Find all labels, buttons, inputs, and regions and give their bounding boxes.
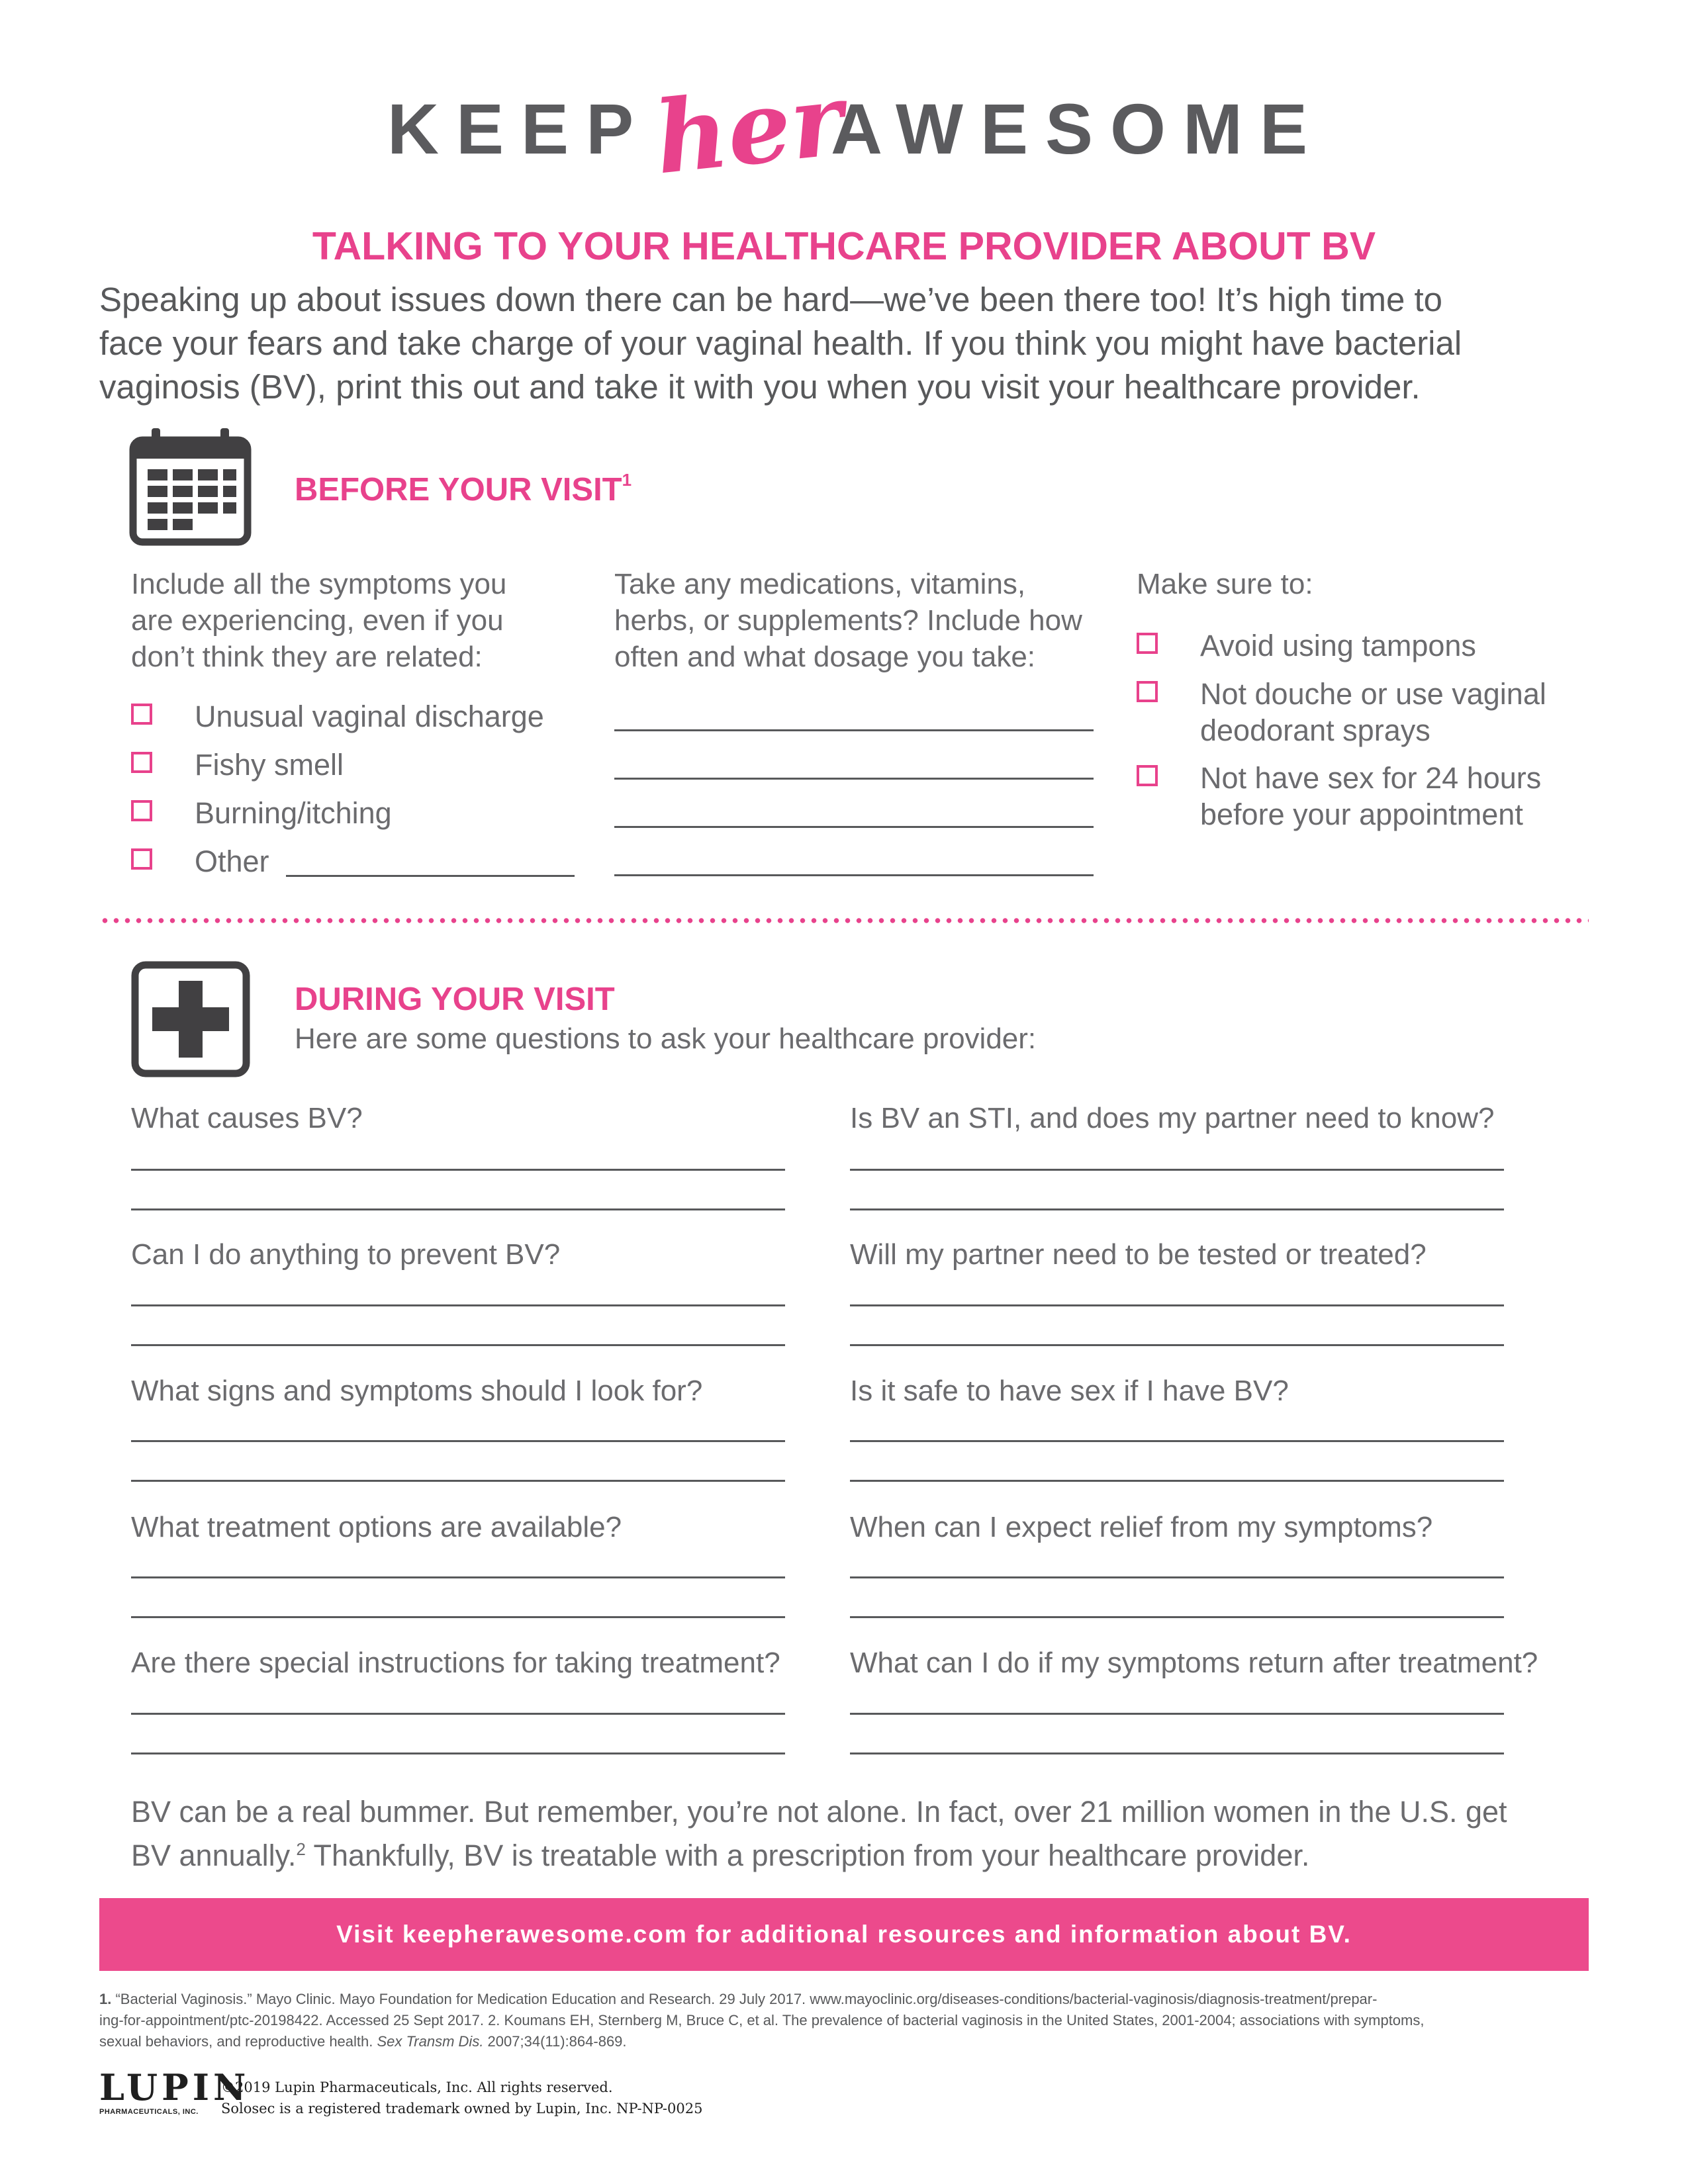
answer-line[interactable] [850,1713,1504,1715]
checkbox-label [1200,760,1541,833]
intro-line: face your fears and take charge of your vaginal health. If you think you might have bacterial [99,324,1462,362]
reference-line [99,1989,1595,2010]
instruction-line: are experiencing, even if you [131,604,504,637]
symptom-checkbox-row[interactable] [131,747,344,783]
answer-line[interactable] [131,1480,785,1482]
other-write-in-line[interactable] [286,875,575,877]
logo-awesome: AWESOME [831,89,1325,169]
footnote-ref: 2 [296,1839,306,1859]
closing-paragraph [131,1794,1554,1874]
logo [0,61,1688,197]
before-visit-heading [295,471,632,508]
answer-line[interactable] [131,1208,785,1210]
symptom-checkbox-row[interactable] [131,698,544,735]
question-label: What signs and symptoms should I look for? [131,1375,703,1407]
question-label: Can I do anything to prevent BV? [131,1238,561,1271]
medical-cross-icon [131,961,250,1077]
reference-line [99,2031,1595,2052]
checkbox-label: Unusual vaginal discharge [195,700,544,733]
question-label: What can I do if my symptoms return after treatment? [850,1647,1538,1679]
label-line: Not have sex for 24 hours [1200,761,1542,795]
reference-text: 2007;34(11):864-869. [483,2033,627,2050]
question-label: What causes BV? [131,1102,363,1134]
intro-line: vaginosis (BV), print this out and take it with you when you visit your healthcare provider. [99,368,1421,406]
symptoms-instructions [131,566,506,675]
closing-text: Thankfully, BV is treatable with a prescription from your healthcare provider. [305,1839,1310,1872]
lupin-brand: LUPIN [99,2066,250,2109]
checkbox[interactable] [1137,765,1158,786]
medications-write-line[interactable] [614,826,1094,828]
symptom-checkbox-row[interactable] [131,843,269,880]
answer-line[interactable] [131,1440,785,1442]
during-visit-subheading: Here are some questions to ask your healthcare provider: [295,1023,1037,1055]
copyright-block [221,2077,702,2119]
label-line: before your appointment [1200,797,1523,831]
answer-line[interactable] [131,1576,785,1578]
checkbox[interactable] [131,800,152,821]
instruction-line: Take any medications, vitamins, [614,568,1026,600]
checkbox-label: Avoid using tampons [1200,629,1476,662]
checkbox[interactable] [1137,633,1158,654]
checkbox[interactable] [1137,681,1158,702]
answer-line[interactable] [131,1304,785,1306]
question-label: Will my partner need to be tested or treated? [850,1238,1427,1271]
checkbox[interactable] [131,848,152,870]
answer-line[interactable] [131,1713,785,1715]
instruction-line: often and what dosage you take: [614,641,1036,673]
medications-write-line[interactable] [614,778,1094,780]
label-line: deodorant sprays [1200,713,1430,747]
answer-line[interactable] [131,1344,785,1346]
question-label: Is it safe to have sex if I have BV? [850,1375,1289,1407]
make-sure-heading: Make sure to: [1137,568,1313,600]
answer-line[interactable] [850,1440,1504,1442]
references [99,1989,1595,2052]
medications-instructions [614,566,1082,675]
calendar-icon [129,427,252,546]
checkbox-label: Other [195,844,269,878]
answer-line[interactable] [850,1752,1504,1754]
medications-write-line[interactable] [614,729,1094,731]
checkbox-label [1200,676,1546,749]
answer-line[interactable] [131,1169,785,1171]
answer-line[interactable] [850,1304,1504,1306]
answer-line[interactable] [131,1752,785,1754]
trademark-line: Solosec is a registered trademark owned by Lupin, Inc. NP-NP-0025 [221,2101,703,2116]
reference-number: 1. [99,1991,112,2007]
logo-keep: KEEP [387,89,651,169]
prep-checkbox-row[interactable] [1137,627,1476,664]
during-visit-heading: DURING YOUR VISIT [295,981,615,1017]
answer-line[interactable] [850,1344,1504,1346]
answer-line[interactable] [850,1480,1504,1482]
question-label: What treatment options are available? [131,1511,622,1543]
dotted-divider [99,918,1589,923]
page-title: TALKING TO YOUR HEALTHCARE PROVIDER ABOUT BV [312,224,1376,268]
label-line: Not douche or use vaginal [1200,677,1546,711]
answer-line[interactable] [131,1616,785,1618]
checkbox-label: Burning/itching [195,796,392,830]
instruction-line: don’t think they are related: [131,641,483,673]
copyright-line: ©2019 Lupin Pharmaceuticals, Inc. All rights reserved. [221,2079,613,2095]
resources-banner[interactable]: Visit keepherawesome.com for additional resources and information about BV. [99,1898,1589,1971]
intro-paragraph [99,278,1595,409]
question-label: Is BV an STI, and does my partner need to know? [850,1102,1495,1134]
symptom-checkbox-row[interactable] [131,795,392,831]
checkbox[interactable] [131,752,152,773]
checkbox[interactable] [131,704,152,725]
medications-write-line[interactable] [614,874,1094,876]
closing-text: BV annually. [131,1839,297,1872]
journal-name: Sex Transm Dis. [377,2033,484,2050]
intro-line: Speaking up about issues down there can be hard—we’ve been there too! It’s high time to [99,281,1443,318]
closing-line: BV can be a real bummer. But remember, you’re not alone. In fact, over 21 million women in the U.S. get [131,1795,1507,1829]
answer-line[interactable] [850,1616,1504,1618]
footnote-ref: 1 [622,470,632,490]
closing-line [131,1831,1554,1874]
answer-line[interactable] [850,1208,1504,1210]
instruction-line: Include all the symptoms you [131,568,507,600]
question-label: Are there special instructions for taking treatment? [131,1647,780,1679]
answer-line[interactable] [850,1576,1504,1578]
logo-her: her [649,61,849,197]
before-visit-title: BEFORE YOUR VISIT [295,472,622,508]
answer-line[interactable] [850,1169,1504,1171]
lupin-brand-sub: PHARMACEUTICALS, INC. [99,2108,199,2116]
checkbox-label: Fishy smell [195,748,344,782]
prep-checkbox-row[interactable] [1137,676,1546,749]
reference-line: ing-for-appointment/ptc-20198422. Accessed 25 Sept 2017. 2. Koumans EH, Sternberg M, Bruce C, et al. The prevalence of bacterial vaginosis in the United States, 2001-2004; associations with symptoms, [99,2012,1425,2028]
reference-text: “Bacterial Vaginosis.” Mayo Clinic. Mayo Foundation for Medication Education and Research. 29 July 2017. www.mayoclinic.org/diseases-conditions/bacterial-vaginosis/diagnosis-treatment/prepar- [111,1991,1378,2007]
question-label: When can I expect relief from my symptoms? [850,1511,1433,1543]
prep-checkbox-row[interactable] [1137,760,1541,833]
reference-text: sexual behaviors, and reproductive health. [99,2033,377,2050]
instruction-line: herbs, or supplements? Include how [614,604,1082,637]
